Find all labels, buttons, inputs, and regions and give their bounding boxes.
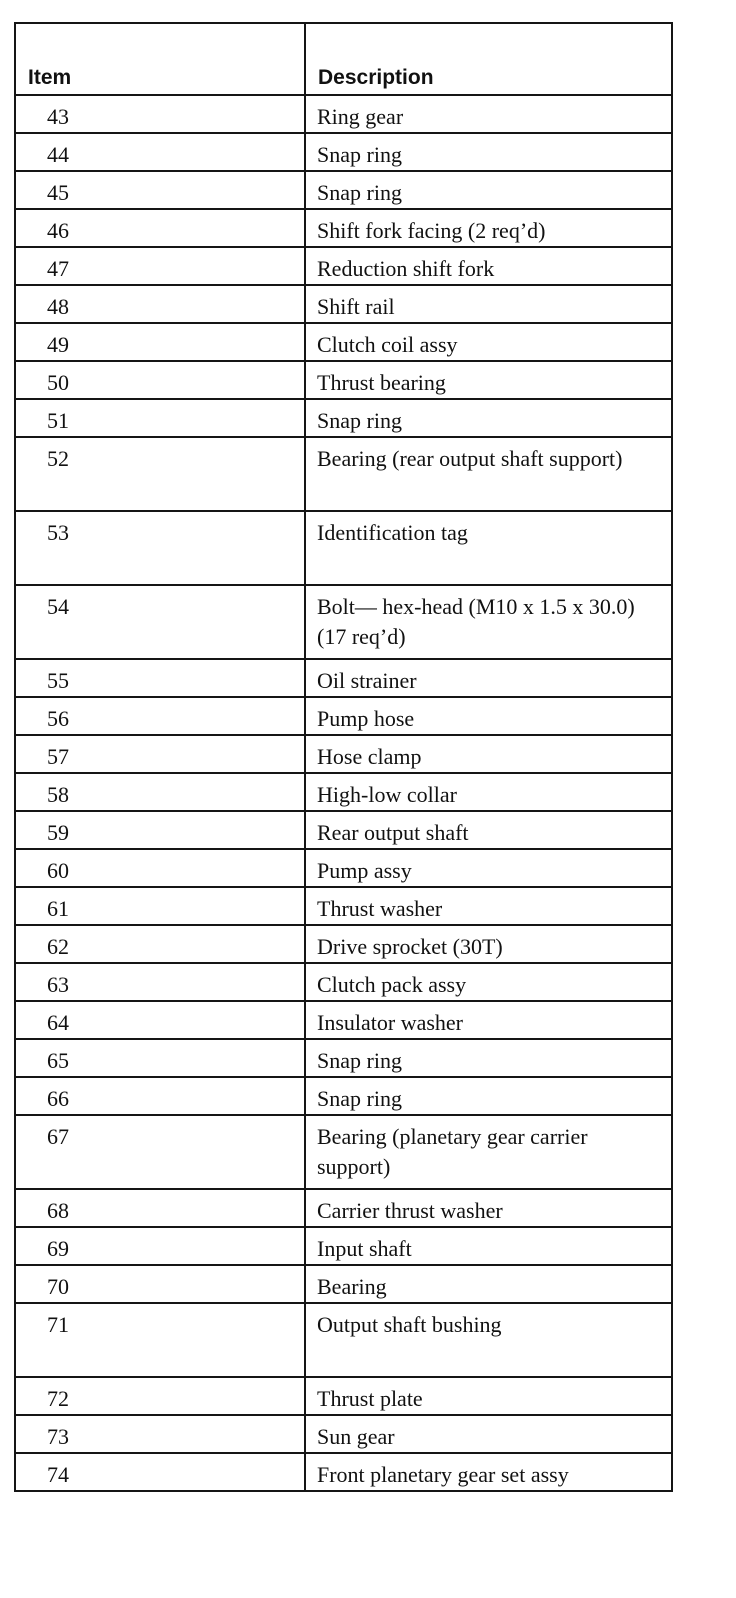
item-description: Bearing (rear output shaft support) — [305, 437, 672, 511]
item-description: Bearing (planetary gear carrier support) — [305, 1115, 672, 1189]
table-row — [15, 735, 672, 773]
item-number: 56 — [15, 697, 305, 735]
item-description: Output shaft bushing — [305, 1303, 672, 1377]
item-description: Thrust bearing — [305, 361, 672, 399]
item-number: 70 — [15, 1265, 305, 1303]
item-number: 63 — [15, 963, 305, 1001]
item-description: Clutch coil assy — [305, 323, 672, 361]
item-description: Identification tag — [305, 511, 672, 585]
item-number: 52 — [15, 437, 305, 511]
item-description: Input shaft — [305, 1227, 672, 1265]
table-row — [15, 209, 672, 247]
table-row — [15, 1453, 672, 1491]
item-description: Carrier thrust washer — [305, 1189, 672, 1227]
table-row — [15, 925, 672, 963]
item-description: Oil strainer — [305, 659, 672, 697]
item-description: Bolt— hex-head (M10 x 1.5 x 30.0) (17 req’d) — [305, 585, 672, 659]
table-row — [15, 361, 672, 399]
table-row — [15, 887, 672, 925]
item-number: 54 — [15, 585, 305, 659]
item-number: 74 — [15, 1453, 305, 1491]
item-number: 65 — [15, 1039, 305, 1077]
table-row — [15, 1077, 672, 1115]
table-row — [15, 1039, 672, 1077]
header-row — [15, 23, 672, 95]
table-row — [15, 171, 672, 209]
table-row — [15, 285, 672, 323]
item-column-header: Item — [15, 23, 305, 95]
item-number: 66 — [15, 1077, 305, 1115]
parts-table — [14, 22, 673, 1492]
item-number: 55 — [15, 659, 305, 697]
table-row — [15, 697, 672, 735]
item-number: 57 — [15, 735, 305, 773]
item-number: 72 — [15, 1377, 305, 1415]
item-number: 43 — [15, 95, 305, 133]
table-row — [15, 1115, 672, 1189]
item-description: Ring gear — [305, 95, 672, 133]
table-row — [15, 399, 672, 437]
item-description: Hose clamp — [305, 735, 672, 773]
table-row — [15, 659, 672, 697]
table-row — [15, 811, 672, 849]
table-header — [15, 23, 672, 95]
item-description: Shift fork facing (2 req’d) — [305, 209, 672, 247]
item-number: 64 — [15, 1001, 305, 1039]
item-description: Pump assy — [305, 849, 672, 887]
item-number: 53 — [15, 511, 305, 585]
item-description: Shift rail — [305, 285, 672, 323]
item-number: 44 — [15, 133, 305, 171]
table-row — [15, 323, 672, 361]
description-column-header: Description — [305, 23, 672, 95]
table-row — [15, 1189, 672, 1227]
table-row — [15, 585, 672, 659]
item-number: 69 — [15, 1227, 305, 1265]
item-number: 71 — [15, 1303, 305, 1377]
item-description: Bearing — [305, 1265, 672, 1303]
item-description: Reduction shift fork — [305, 247, 672, 285]
table-row — [15, 1001, 672, 1039]
item-description: Rear output shaft — [305, 811, 672, 849]
table-row — [15, 1227, 672, 1265]
item-number: 50 — [15, 361, 305, 399]
item-description: Drive sprocket (30T) — [305, 925, 672, 963]
table-row — [15, 1377, 672, 1415]
item-number: 62 — [15, 925, 305, 963]
item-description: Snap ring — [305, 1077, 672, 1115]
table-row — [15, 1303, 672, 1377]
item-number: 60 — [15, 849, 305, 887]
item-number: 67 — [15, 1115, 305, 1189]
table-row — [15, 511, 672, 585]
item-description: Front planetary gear set assy — [305, 1453, 672, 1491]
item-number: 45 — [15, 171, 305, 209]
item-description: Clutch pack assy — [305, 963, 672, 1001]
item-number: 58 — [15, 773, 305, 811]
table-row — [15, 133, 672, 171]
table-row — [15, 247, 672, 285]
item-number: 59 — [15, 811, 305, 849]
item-description: Snap ring — [305, 133, 672, 171]
item-description: Sun gear — [305, 1415, 672, 1453]
item-number: 46 — [15, 209, 305, 247]
item-number: 68 — [15, 1189, 305, 1227]
item-number: 73 — [15, 1415, 305, 1453]
item-description: Thrust washer — [305, 887, 672, 925]
item-description: High-low collar — [305, 773, 672, 811]
item-description: Pump hose — [305, 697, 672, 735]
table-row — [15, 1415, 672, 1453]
table-row — [15, 95, 672, 133]
item-description: Snap ring — [305, 1039, 672, 1077]
item-description: Insulator washer — [305, 1001, 672, 1039]
item-number: 49 — [15, 323, 305, 361]
table-row — [15, 963, 672, 1001]
table-row — [15, 1265, 672, 1303]
item-number: 47 — [15, 247, 305, 285]
item-description: Snap ring — [305, 399, 672, 437]
table-row — [15, 437, 672, 511]
table-row — [15, 773, 672, 811]
item-number: 61 — [15, 887, 305, 925]
table-body — [15, 95, 672, 1491]
item-description: Snap ring — [305, 171, 672, 209]
table-row — [15, 849, 672, 887]
item-number: 51 — [15, 399, 305, 437]
item-description: Thrust plate — [305, 1377, 672, 1415]
item-number: 48 — [15, 285, 305, 323]
